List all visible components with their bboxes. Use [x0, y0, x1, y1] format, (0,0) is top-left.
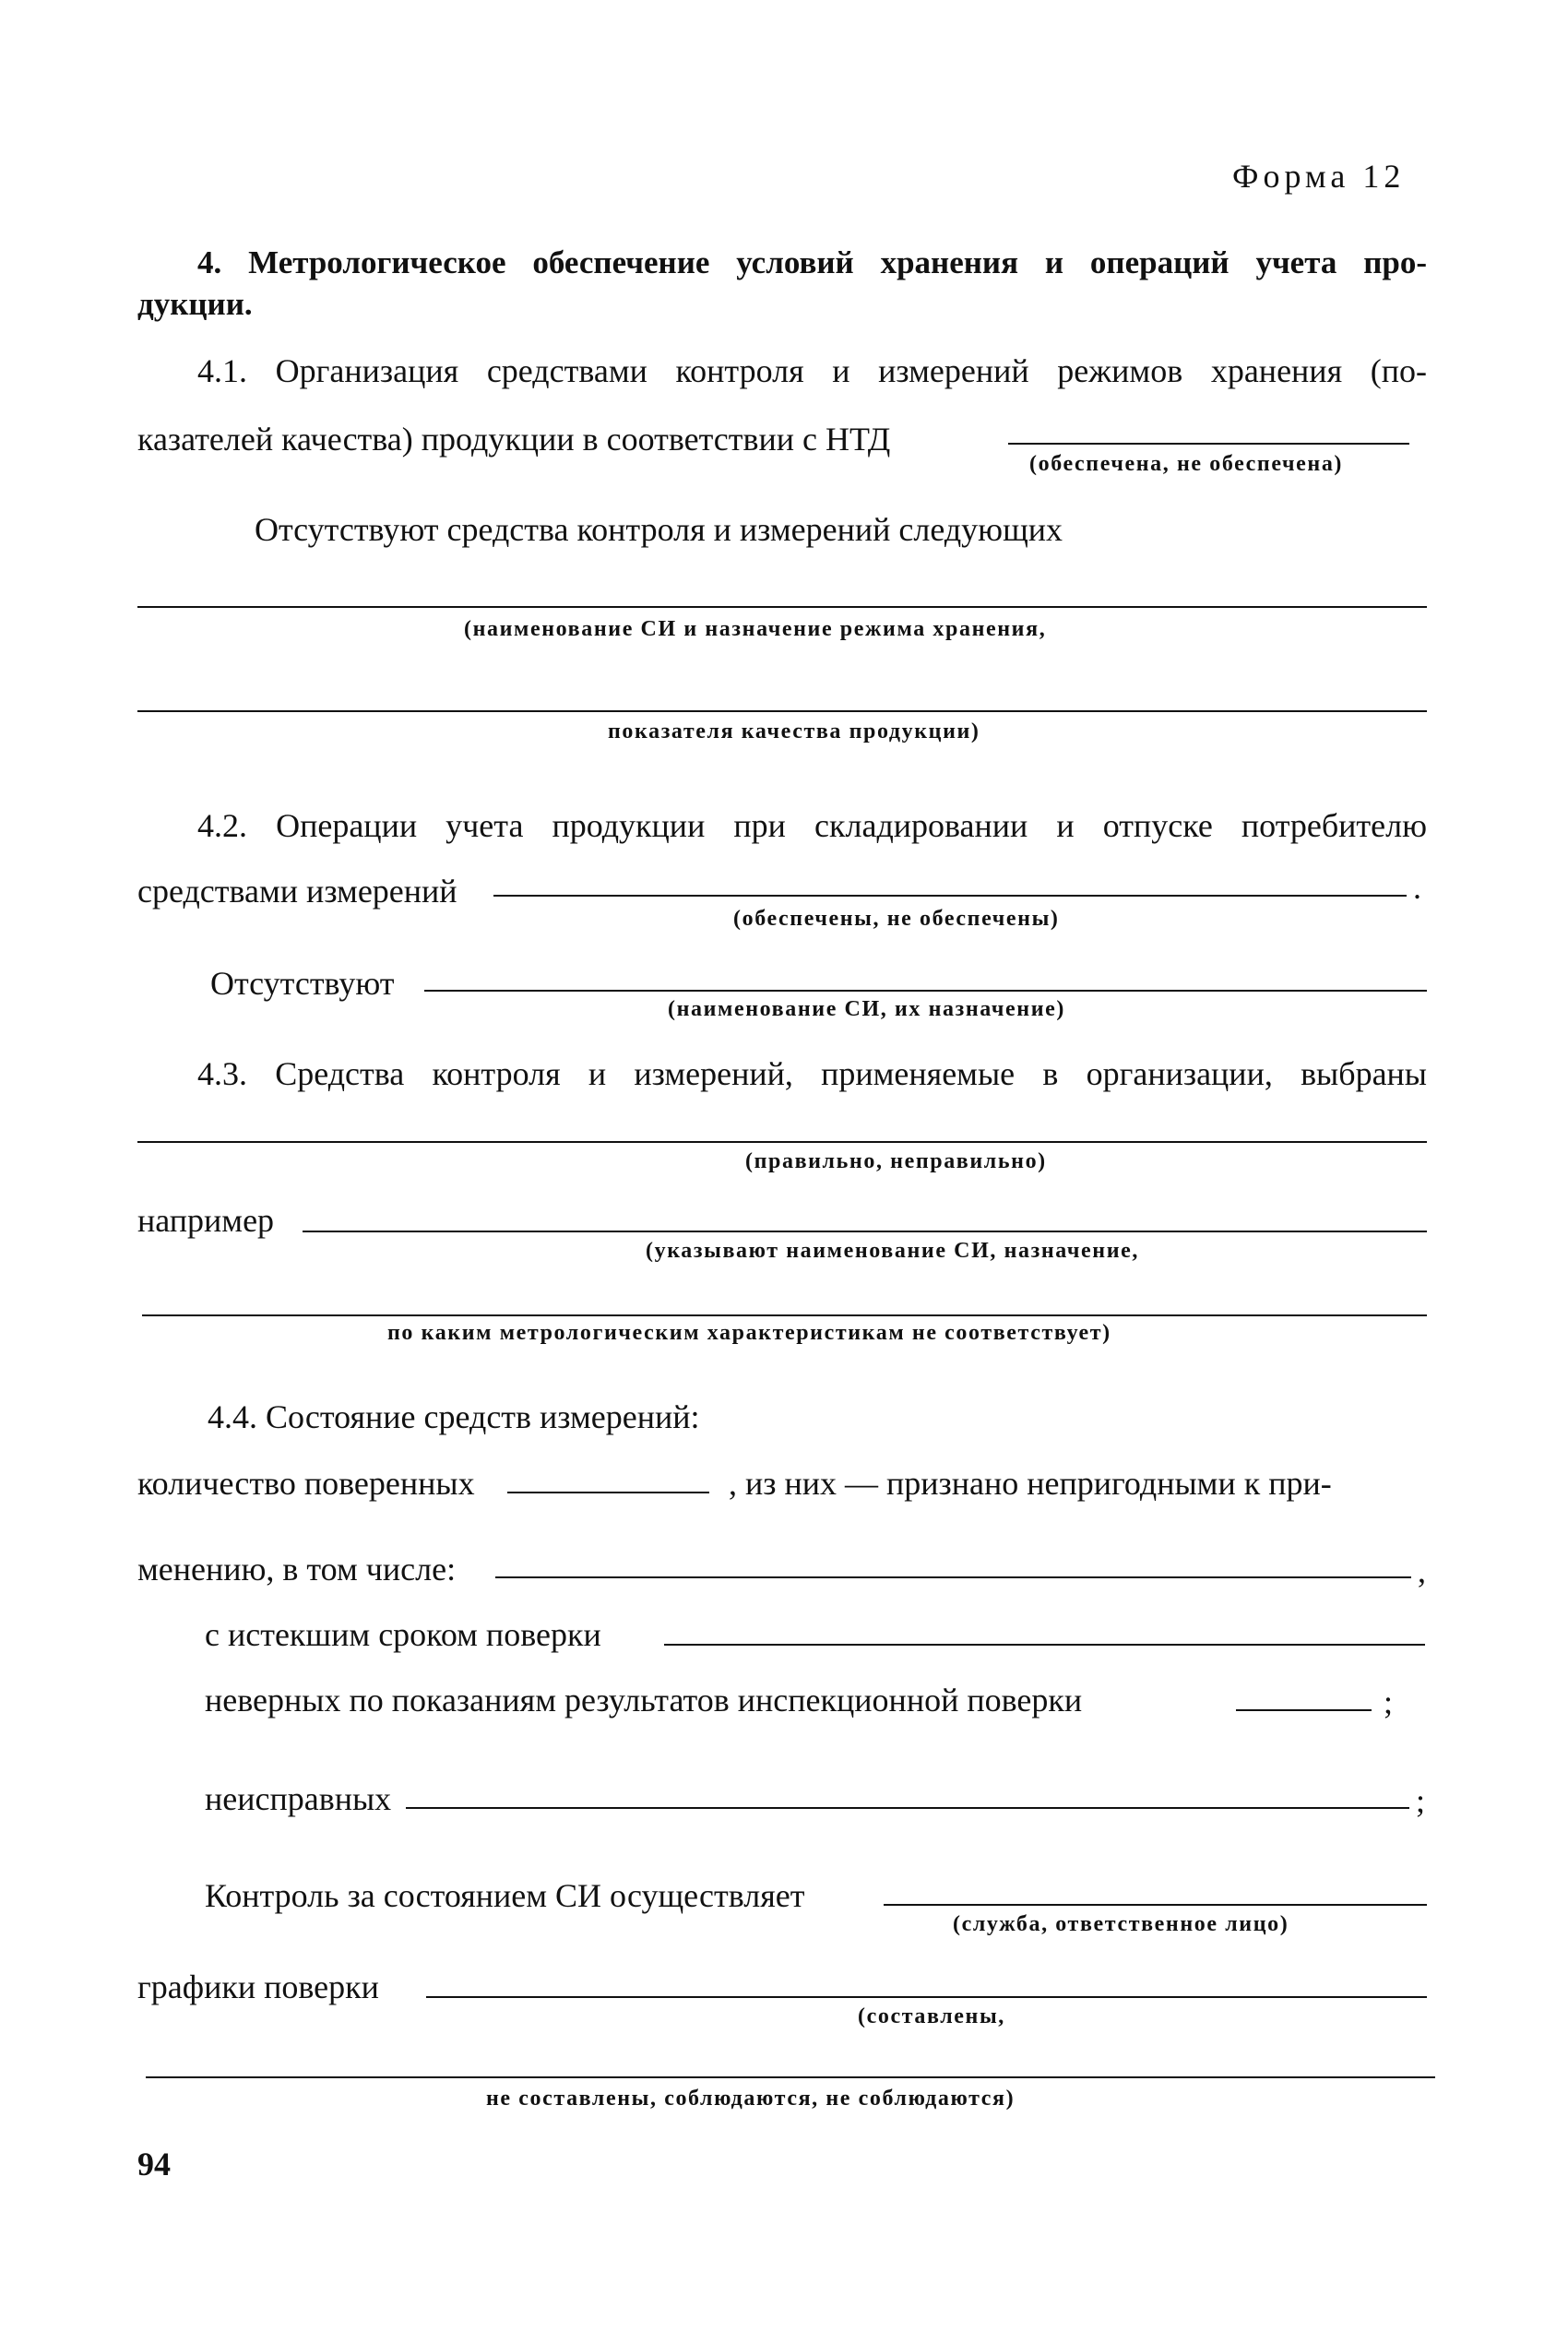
p41-line1: 4.1. Организация средствами контроля и измерений режимов хранения (по- [197, 352, 1427, 389]
caption-si-storage-mode: (наименование СИ и назначение режима хранения, [464, 617, 1047, 641]
schedule-field-2[interactable] [146, 2076, 1435, 2078]
semicolon-mark-2: ; [1416, 1782, 1426, 1819]
selection-correctness-field[interactable] [137, 1141, 1427, 1143]
p42-line1: 4.2. Операции учета продукции при складировании и отпуске потребителю [197, 807, 1427, 844]
missing-si-field-1[interactable] [137, 606, 1427, 608]
unfit-details-field[interactable] [495, 1576, 1411, 1578]
example-label: например [137, 1202, 275, 1239]
comma-mark: , [1418, 1552, 1426, 1589]
wrong-readings-field[interactable] [1236, 1709, 1372, 1711]
caption-ntd-compliance: (обеспечена, не обеспечена) [1029, 452, 1344, 476]
missing-measurement-field[interactable] [424, 990, 1427, 992]
semicolon-mark-1: ; [1384, 1683, 1394, 1720]
unfit-text: , из них — признано непригодными к при- [729, 1465, 1332, 1502]
control-label: Контроль за состоянием СИ осуществляет [205, 1877, 805, 1914]
schedule-label: графики поверки [137, 1968, 379, 2005]
caption-schedule-compliance: не составлены, соблюдаются, не соблюдаются) [486, 2087, 1016, 2111]
verified-count-field[interactable] [507, 1492, 709, 1493]
caption-control: (служба, ответственное лицо) [953, 1912, 1289, 1936]
expired-label: с истекшим сроком поверки [205, 1616, 601, 1653]
period-mark: . [1413, 869, 1421, 906]
p43-line1: 4.3. Средства контроля и измерений, применяемые в организации, выбраны [197, 1055, 1427, 1092]
example-field[interactable] [303, 1231, 1427, 1232]
schedule-field[interactable] [426, 1996, 1427, 1998]
caption-quality-indicator: показателя качества продукции) [608, 720, 980, 743]
section-title-line2: дукции. [137, 286, 253, 322]
control-field[interactable] [884, 1904, 1427, 1906]
p41-line2: казателей качества) продукции в соответствии с НТД [137, 421, 891, 458]
ntd-compliance-field[interactable] [1008, 443, 1409, 445]
usage-label: менению, в том числе: [137, 1551, 457, 1588]
example-field-2[interactable] [142, 1314, 1427, 1316]
p42-missing-label: Отсутствуют [210, 965, 395, 1002]
caption-schedule: (составлены, [858, 2004, 1005, 2028]
wrong-readings-label: неверных по показаниям результатов инспекционной поверки [205, 1682, 1083, 1719]
p44-title: 4.4. Состояние средств измерений: [208, 1398, 700, 1435]
caption-example-si: (указывают наименование СИ, назначение, [646, 1239, 1140, 1263]
form-label: Форма 12 [1232, 158, 1406, 195]
section-title-line1: 4. Метрологическое обеспечение условий хранения и операций учета про- [197, 244, 1427, 280]
caption-correctness: (правильно, неправильно) [745, 1149, 1047, 1173]
p41-missing-label: Отсутствуют средства контроля и измерений следующих [255, 511, 1063, 548]
page-number: 94 [137, 2146, 171, 2182]
faulty-label: неисправных [205, 1780, 392, 1817]
missing-si-field-2[interactable] [137, 710, 1427, 712]
caption-metrological-mismatch: по каким метрологическим характеристикам не соответствует) [387, 1321, 1111, 1345]
faulty-field[interactable] [406, 1807, 1409, 1809]
caption-provided: (обеспечены, не обеспечены) [733, 907, 1060, 931]
caption-si-purpose: (наименование СИ, их назначение) [668, 997, 1066, 1021]
expired-field[interactable] [664, 1644, 1425, 1646]
p42-line2: средствами измерений [137, 873, 457, 910]
verified-count-label: количество поверенных [137, 1465, 475, 1502]
measurement-provided-field[interactable] [493, 895, 1407, 897]
